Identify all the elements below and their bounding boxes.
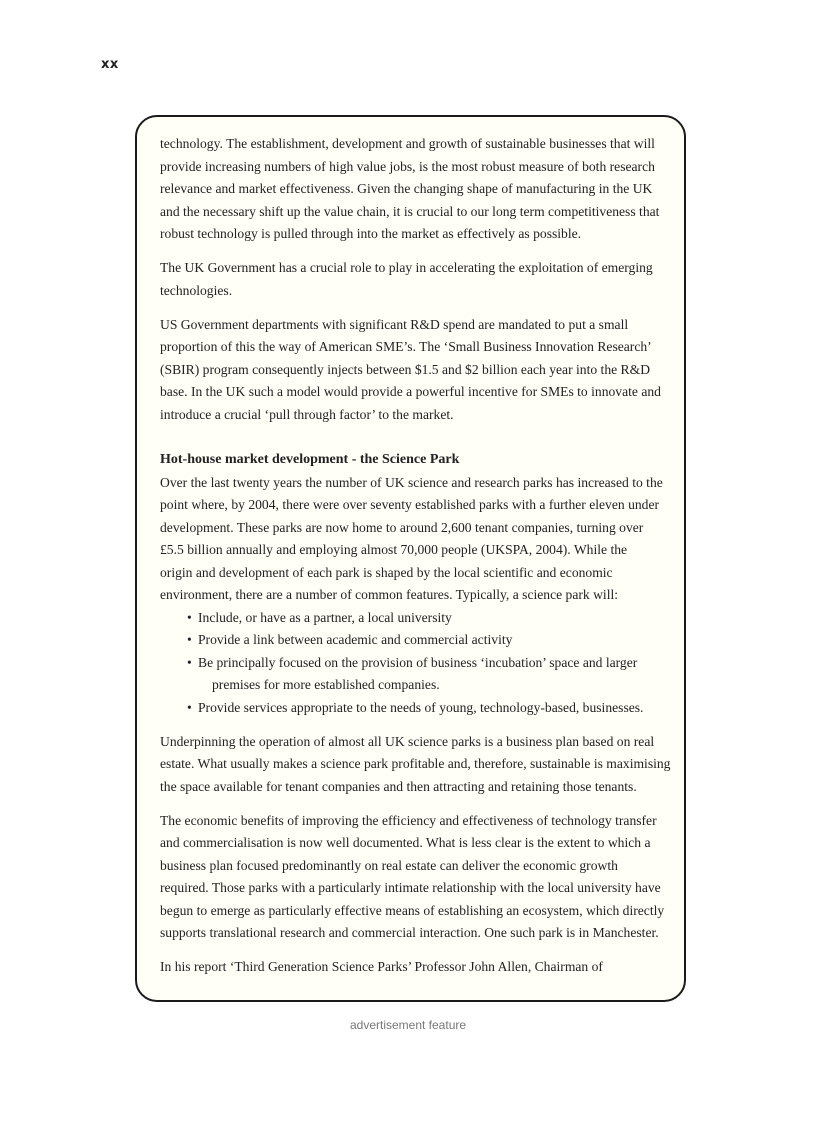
paragraph	[160, 731, 670, 799]
text-line: begun to emerge as particularly effective means of establishing an ecosystem, which directly	[160, 902, 665, 918]
spacer	[160, 719, 670, 731]
spacer	[160, 246, 670, 258]
text-line: The UK Government has a crucial role to play in accelerating the exploitation of emerging	[160, 260, 653, 275]
page-number: xx	[101, 57, 119, 72]
spacer	[160, 302, 670, 314]
list-item	[160, 607, 670, 630]
text-line: robust technology is pulled through into the market as effectively as possible.	[160, 226, 582, 241]
paragraph	[160, 810, 670, 945]
text-line	[160, 607, 670, 630]
bullet-icon: •	[187, 699, 192, 715]
bullet-icon: •	[187, 609, 192, 625]
text-line: the space available for tenant companies and then attracting and retaining those tenants.	[160, 778, 637, 794]
text-line: and the necessary shift up the value chain, it is crucial to our long term competitiveness that	[160, 203, 660, 219]
text-line: The economic benefits of improving the efficiency and effectiveness of technology transfer	[160, 812, 657, 828]
text-line: technologies.	[160, 282, 233, 298]
text-line: environment, there are a number of common features. Typically, a science park will:	[160, 587, 619, 602]
spacer	[160, 945, 670, 957]
text-line	[160, 652, 670, 675]
text-line: and commercialisation is now well documented. What is less clear is the extent to which a	[160, 835, 651, 850]
text-line: £5.5 billion annually and employing almost 70,000 people (UKSPA, 2004). While the	[160, 542, 628, 557]
text-line: supports translational research and commercial interaction. One such park is in Manchester.	[160, 925, 659, 940]
bullet-text: Provide a link between academic and commercial activity	[198, 632, 513, 647]
list-item	[160, 652, 670, 697]
text-line: required. Those parks with a particularly intimate relationship with the local university have	[160, 880, 661, 895]
list-item	[160, 697, 670, 720]
bullet-text: Be principally focused on the provision of business ‘incubation’ space and larger	[198, 654, 638, 670]
text-line: US Government departments with significant R&D spend are mandated to put a small	[160, 316, 629, 332]
bullet-text: Include, or have as a partner, a local university	[198, 609, 452, 625]
spacer	[160, 426, 670, 438]
text-line: technology. The establishment, development and growth of sustainable businesses that will	[160, 136, 655, 151]
spacer	[160, 438, 670, 450]
text-line: proportion of this the way of American SME’s. The ‘Small Business Innovation Research’	[160, 339, 652, 354]
text-line: (SBIR) program consequently injects between $1.5 and $2 billion each year into the R&D	[160, 361, 651, 377]
bullet-text: premises for more established companies.	[212, 677, 440, 692]
footer-label: advertisement feature	[349, 1018, 467, 1032]
text-line	[160, 697, 670, 720]
spacer	[160, 798, 670, 810]
paragraph	[160, 956, 670, 979]
text-line: base. In the UK such a model would provide a powerful incentive for SMEs to innovate and	[160, 384, 661, 399]
paragraph	[160, 314, 670, 427]
text-line: business plan focused predominantly on real estate can deliver the economic growth	[160, 857, 618, 873]
text-line: development. These parks are now home to around 2,600 tenant companies, turning over	[160, 519, 644, 535]
text-line: origin and development of each park is shaped by the local scientific and economic	[160, 564, 613, 580]
text-line: Underpinning the operation of almost all UK science parks is a business plan based on real	[160, 733, 655, 749]
text-line	[160, 674, 670, 697]
bullet-icon: •	[187, 632, 192, 647]
bullet-icon: •	[187, 654, 192, 670]
text-line	[160, 629, 670, 652]
text-line: point where, by 2004, there were over seventy established parks with a further eleven under	[160, 497, 660, 512]
bullet-text: Provide services appropriate to the needs of young, technology-based, businesses.	[198, 699, 644, 715]
article-content	[160, 133, 670, 979]
text-line: estate. What usually makes a science park profitable and, therefore, sustainable is maximising	[160, 756, 671, 771]
paragraph	[160, 133, 670, 246]
section-heading: Hot-house market development - the Science Park	[160, 452, 460, 467]
paragraph	[160, 257, 670, 302]
text-line: relevance and market effectiveness. Given the changing shape of manufacturing in the UK	[160, 181, 653, 196]
paragraph	[160, 472, 670, 607]
text-line: In his report ‘Third Generation Science Parks’ Professor John Allen, Chairman of	[160, 959, 603, 974]
text-line: provide increasing numbers of high value jobs, is the most robust measure of both research	[160, 158, 655, 174]
text-line: Over the last twenty years the number of UK science and research parks has increased to the	[160, 474, 663, 490]
text-line: introduce a crucial ‘pull through factor’ to the market.	[160, 406, 454, 422]
list-item	[160, 629, 670, 652]
